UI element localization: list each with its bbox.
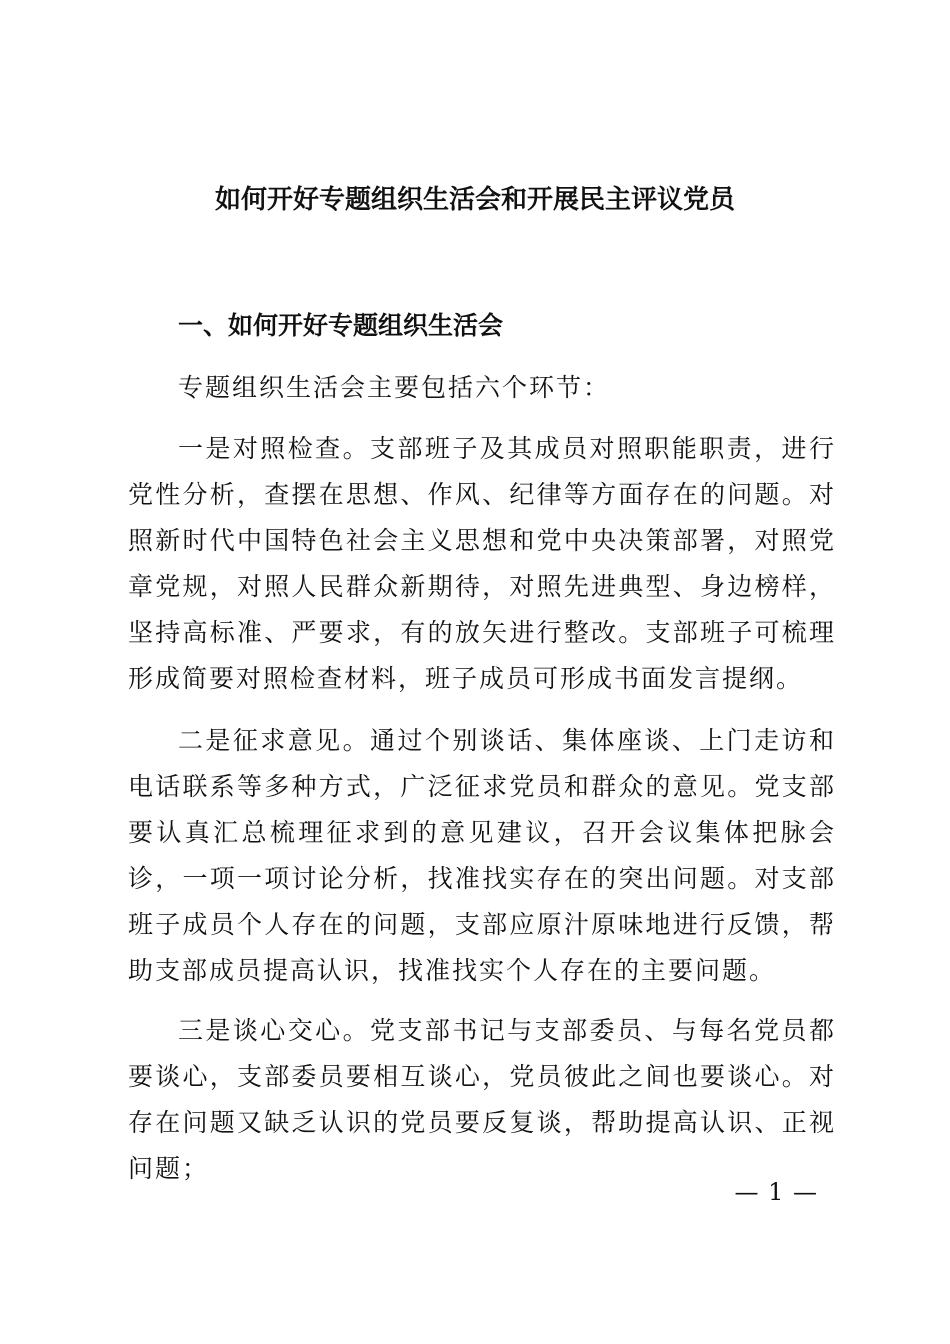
page-number: — 1 —	[734, 1178, 818, 1206]
section-heading: 一、如何开好专题组织生活会	[178, 311, 504, 340]
paragraph-1: 一是对照检查。支部班子及其成员对照职能职责，进行党性分析，查摆在思想、作风、纪律等方面存在的问题。对照新时代中国特色社会主义思想和党中央决策部署，对照党章党规，对照人民群众新期待，对照先进典型、身边榜样，坚持高标准、严要求，有的放矢进行整改。支部班子可梳理形成简要对照检查材料，班子成员可形成书面发言提纲。	[128, 434, 836, 693]
paragraph-3: 三是谈心交心。党支部书记与支部委员、与每名党员都要谈心，支部委员要相互谈心，党员彼此之间也要谈心。对存在问题又缺乏认识的党员要反复谈，帮助提高认识、正视问题；	[128, 1016, 836, 1183]
paragraph-2: 二是征求意见。通过个别谈话、集体座谈、上门走访和电话联系等多种方式，广泛征求党员和群众的意见。党支部要认真汇总梳理征求到的意见建议，召开会议集体把脉会诊，一项一项讨论分析，找准找实存在的突出问题。对支部班子成员个人存在的问题，支部应原汁原味地进行反馈，帮助支部成员提高认识，找准找实个人存在的主要问题。	[128, 726, 836, 985]
paragraph-intro: 专题组织生活会主要包括六个环节：	[178, 373, 611, 402]
document-title: 如何开好专题组织生活会和开展民主评议党员	[214, 185, 735, 215]
